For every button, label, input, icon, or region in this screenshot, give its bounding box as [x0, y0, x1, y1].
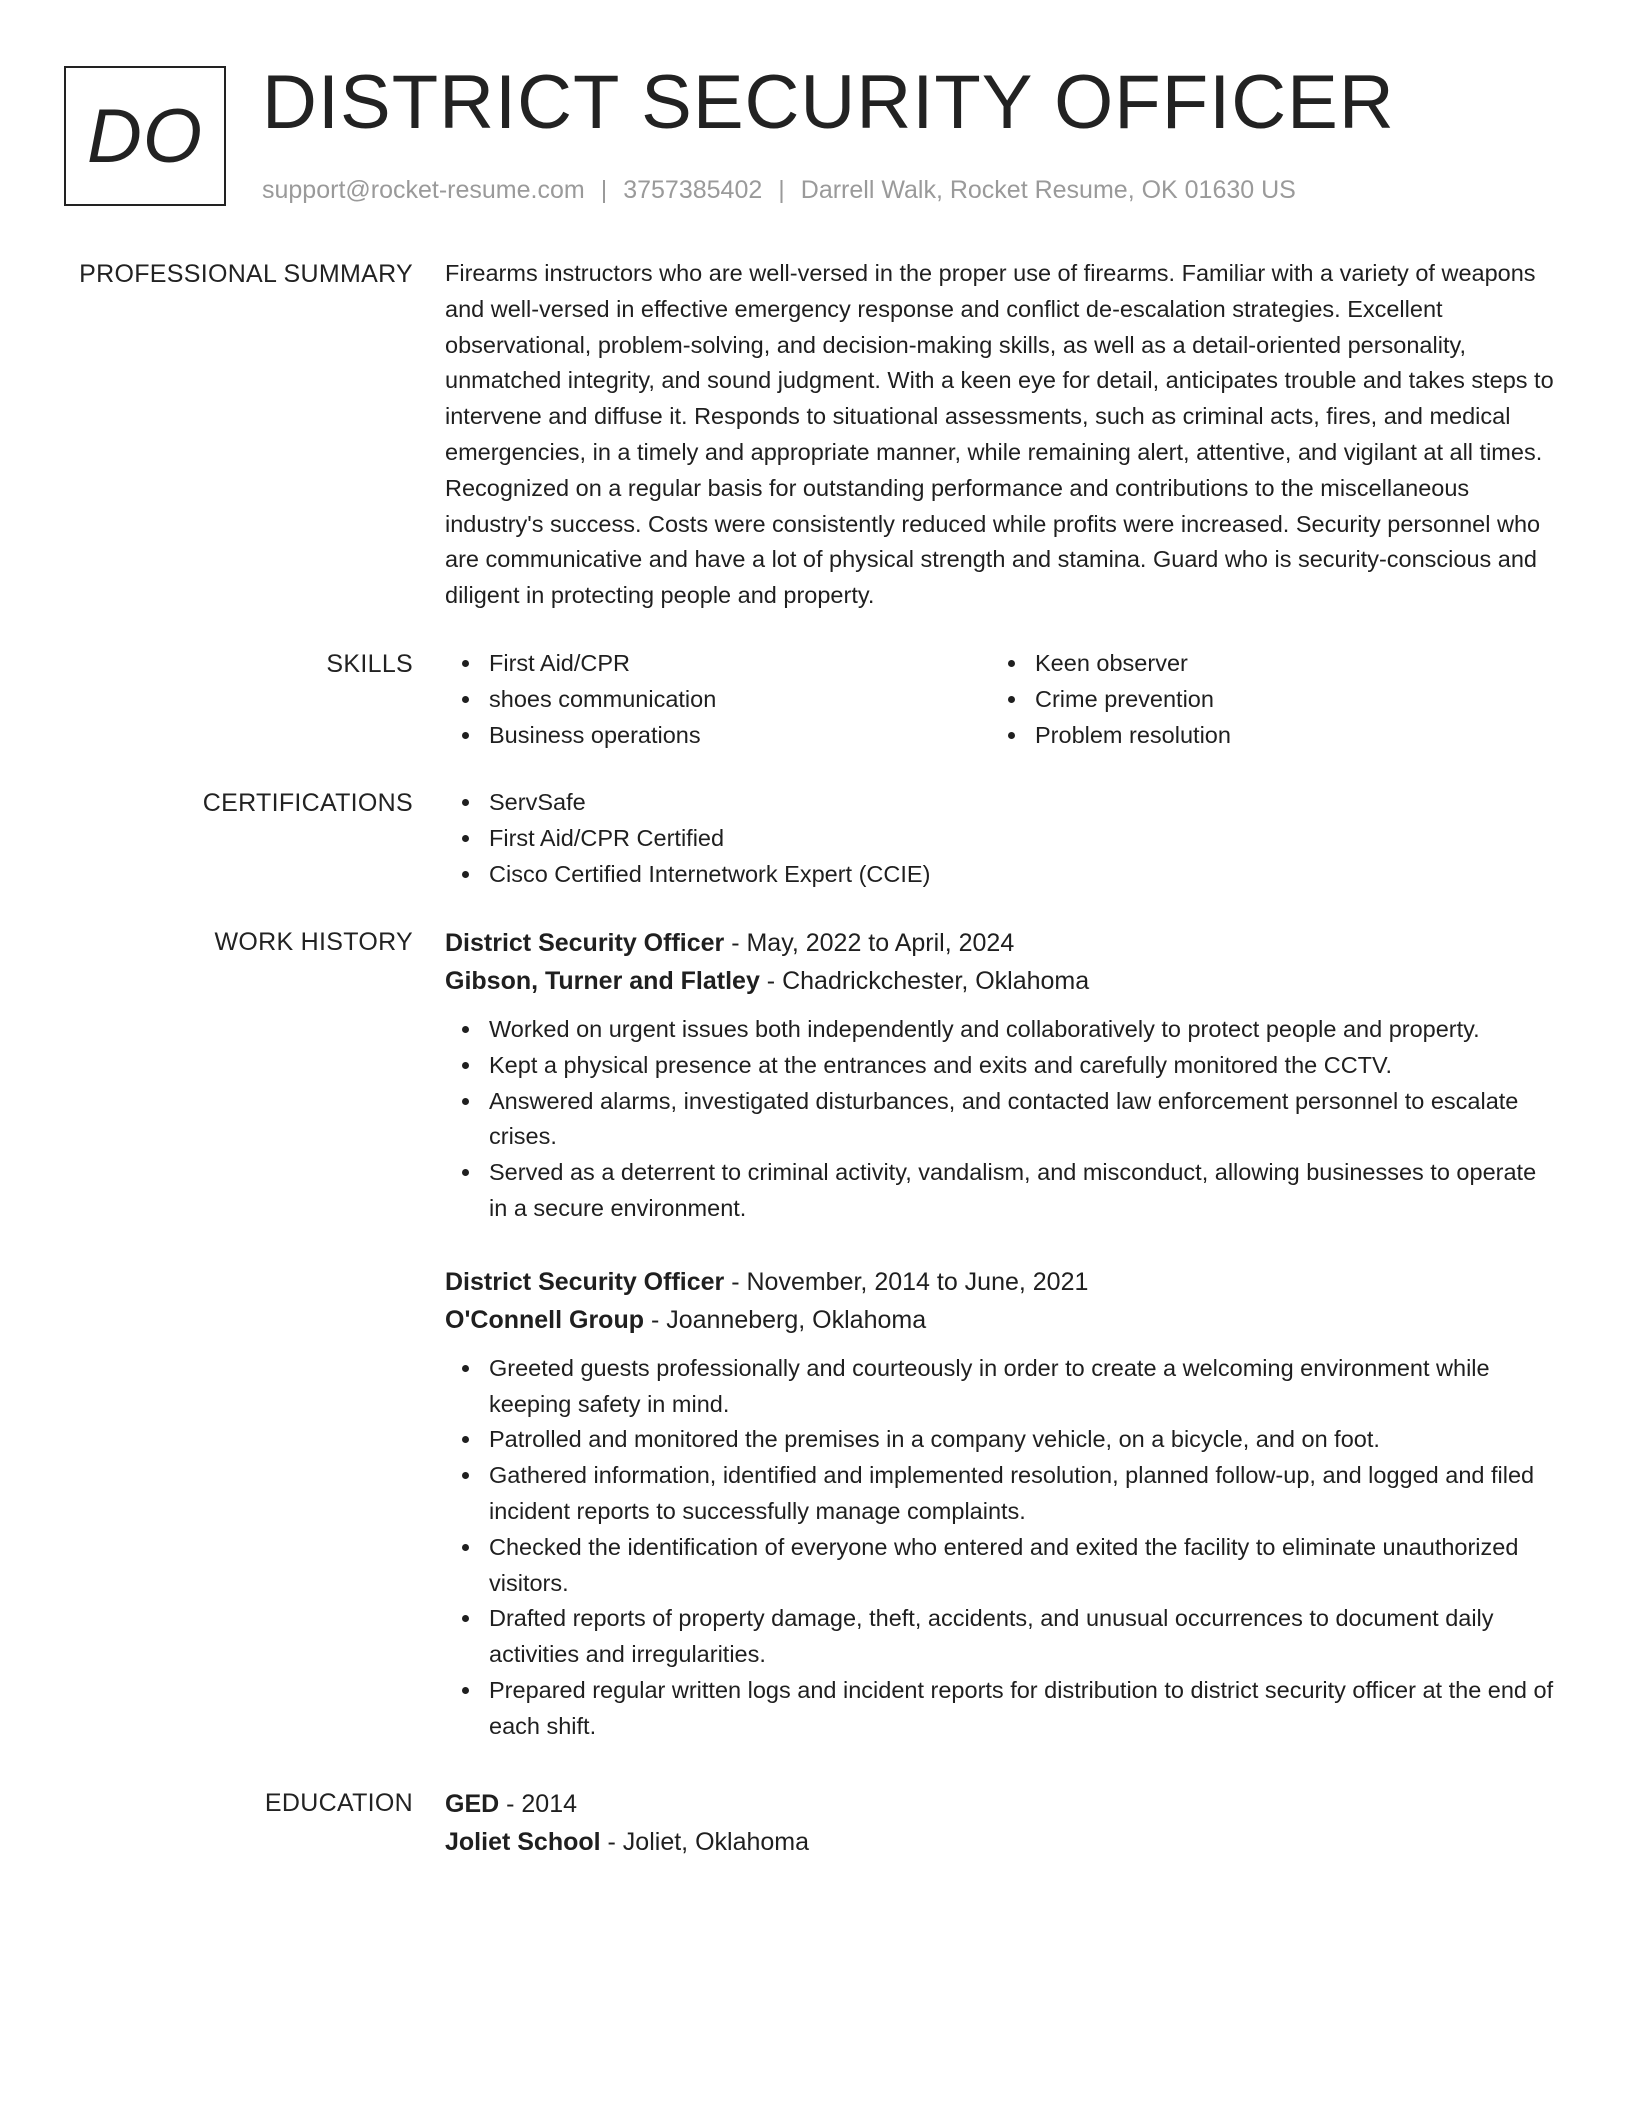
job-company-line [445, 1301, 1555, 1339]
work-history-heading: WORK HISTORY [214, 928, 413, 956]
skills-heading: SKILLS [326, 650, 413, 678]
skill-item: Crime prevention [991, 682, 1537, 718]
job-title: District Security Officer [445, 929, 725, 957]
job-duty: Served as a deterrent to criminal activity, vandalism, and misconduct, allowing businesses to operate in a secure environment. [445, 1155, 1555, 1227]
job-company: Gibson, Turner and Flatley [445, 967, 760, 995]
summary-body [445, 256, 1555, 614]
summary-heading: PROFESSIONAL SUMMARY [79, 260, 413, 288]
education-year: - 2014 [499, 1790, 578, 1818]
job-dates: - November, 2014 to June, 2021 [724, 1267, 1089, 1296]
education-heading: EDUCATION [264, 1789, 413, 1817]
skill-item: Problem resolution [991, 718, 1537, 754]
education-school: Joliet School [445, 1828, 601, 1856]
job-duty: Patrolled and monitored the premises in a company vehicle, on a bicycle, and on foot. [445, 1422, 1555, 1458]
education-degree-line [445, 1785, 1555, 1823]
skill-item: First Aid/CPR [445, 646, 991, 682]
education-degree: GED [445, 1790, 500, 1818]
skills-list-left [445, 646, 991, 753]
job-location: - Joanneberg, Oklahoma [644, 1305, 927, 1334]
contact-separator: | [600, 176, 608, 204]
job-title-line [445, 1263, 1555, 1301]
education-body [445, 1785, 1555, 1873]
skill-item: Business operations [445, 718, 991, 754]
certification-item: First Aid/CPR Certified [445, 821, 1555, 857]
contact-phone[interactable]: 3757385402 [623, 176, 763, 204]
certifications-heading: CERTIFICATIONS [202, 789, 413, 817]
work-history-body [445, 924, 1555, 1745]
certifications-list [445, 785, 1555, 892]
resume-title: DISTRICT SECURITY OFFICER [262, 60, 1395, 145]
job-duty: Greeted guests professionally and courteously in order to create a welcoming environment while keeping safety in mind. [445, 1351, 1555, 1423]
job-duty: Kept a physical presence at the entrances and exits and carefully monitored the CCTV. [445, 1048, 1555, 1084]
skills-list-right [991, 646, 1537, 753]
job-duty: Drafted reports of property damage, theft, accidents, and unusual occurrences to document daily activities and irregularities. [445, 1601, 1555, 1673]
education-location: - Joliet, Oklahoma [600, 1828, 810, 1856]
job-dates: - May, 2022 to April, 2024 [724, 929, 1015, 957]
job-company-line [445, 962, 1555, 1000]
certifications-body [445, 785, 1555, 892]
job-duties [445, 1351, 1555, 1745]
job-duty: Gathered information, identified and implemented resolution, planned follow-up, and logged and filed incident reports to successfully manage complaints. [445, 1458, 1555, 1530]
skill-item: Keen observer [991, 646, 1537, 682]
job-title-line [445, 924, 1555, 962]
job-company: O'Connell Group [445, 1305, 644, 1334]
job-location: - Chadrickchester, Oklahoma [759, 967, 1090, 995]
skills-body [445, 646, 1555, 753]
contact-line [262, 174, 1296, 206]
contact-address: Darrell Walk, Rocket Resume, OK 01630 US [800, 176, 1296, 204]
job-duty: Answered alarms, investigated disturbances, and contacted law enforcement personnel to escalate crises. [445, 1084, 1555, 1156]
job-duty: Checked the identification of everyone who entered and exited the facility to eliminate unauthorized visitors. [445, 1530, 1555, 1602]
job-entry [445, 924, 1555, 1227]
summary-text: Firearms instructors who are well-versed in the proper use of firearms. Familiar with a variety of weapons and well-versed in effective emergency response and conflict de-escalation strategies. Excellent observational, problem-solving, and decision-making skills, as well as a detail-oriented personality, unmatched integrity, and sound judgment. With a keen eye for detail, anticipates trouble and takes steps to intervene and diffuse it. Responds to situational assessments, such as criminal acts, fires, and medical emergencies, in a timely and appropriate manner, while remaining alert, attentive, and vigilant at all times. Recognized on a regular basis for outstanding performance and contributions to the miscellaneous industry's success. Costs were consistently reduced while profits were increased. Security personnel who are communicative and have a lot of physical strength and stamina. Guard who is security-conscious and diligent in protecting people and property. [445, 260, 1554, 609]
skill-item: shoes communication [445, 682, 991, 718]
certification-item: ServSafe [445, 785, 1555, 821]
certification-item: Cisco Certified Internetwork Expert (CCIE) [445, 857, 1555, 893]
job-duty: Worked on urgent issues both independently and collaboratively to protect people and property. [445, 1012, 1555, 1048]
job-entry [445, 1263, 1555, 1745]
job-title: District Security Officer [445, 1267, 725, 1296]
job-duties [445, 1012, 1555, 1227]
contact-separator: | [778, 176, 785, 204]
education-school-line [445, 1823, 1555, 1861]
contact-email[interactable]: support@rocket-resume.com [262, 176, 585, 204]
job-duty: Prepared regular written logs and incident reports for distribution to district security officer at the end of each shift. [445, 1673, 1555, 1745]
monogram-logo: DO [64, 66, 226, 206]
